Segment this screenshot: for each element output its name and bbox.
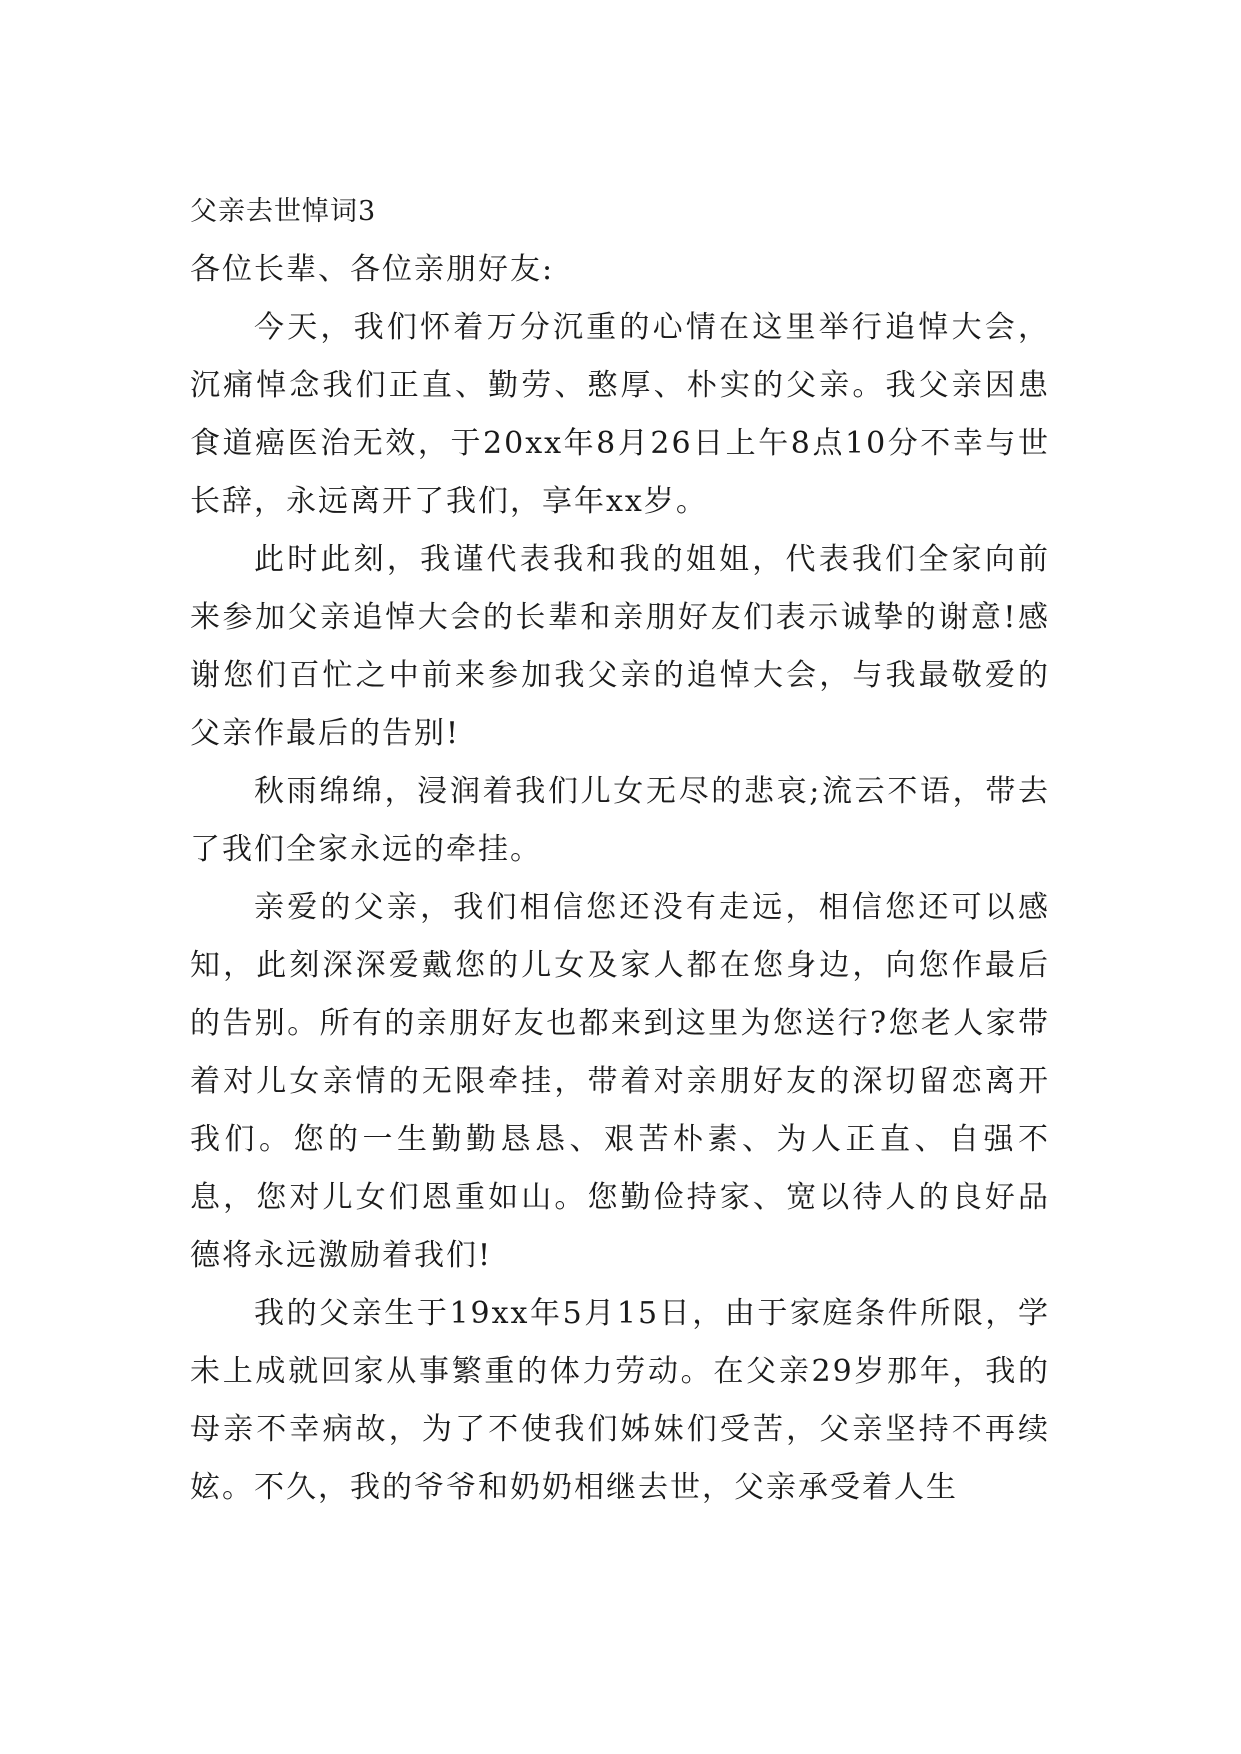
- salutation: 各位长辈、各位亲朋好友:: [190, 252, 555, 287]
- paragraph-thanks: 此时此刻，我谨代表我和我的姐姐，代表我们全家向前来参加父亲追悼大会的长辈和亲朋好友们表示诚挚的谢意!感谢您们百忙之中前来参加我父亲的追悼大会，与我最敬爱的父亲作最后的告别!: [190, 542, 1050, 751]
- paragraph-life-story: 我的父亲生于19xx年5月15日，由于家庭条件所限，学未上成就回家从事繁重的体力劳动。在父亲29岁那年，我的母亲不幸病故，为了不使我们姊妹们受苦，父亲坚持不再续妶。不久，我的爷爷和奶奶相继去世，父亲承受着人生: [190, 1296, 1050, 1505]
- document-title: 父亲去世悼词3: [190, 196, 377, 227]
- document-body: [190, 183, 1050, 1517]
- paragraph-dear-father: 亲爱的父亲，我们相信您还没有走远，相信您还可以感知，此刻深深爱戴您的儿女及家人都在您身边，向您作最后的告别。所有的亲朋好友也都来到这里为您送行?您老人家带着对儿女亲情的无限牵挂，带着对亲朋好友的深切留恋离开我们。您的一生勤勤恳恳、艰苦朴素、为人正直、自强不息，您对儿女们恩重如山。您勤俭持家、宽以待人的良好品德将永远激励着我们!: [190, 890, 1050, 1273]
- paragraph-autumn-rain: 秋雨绵绵，浸润着我们儿女无尽的悲哀;流云不语，带去了我们全家永远的牵挂。: [190, 774, 1050, 867]
- paragraph-opening: 今天，我们怀着万分沉重的心情在这里举行追悼大会，沉痛悼念我们正直、勤劳、憨厚、朴实的父亲。我父亲因患食道癌医治无效，于20xx年8月26日上午8点10分不幸与世长辞，永远离开了我们，享年xx岁。: [190, 310, 1050, 519]
